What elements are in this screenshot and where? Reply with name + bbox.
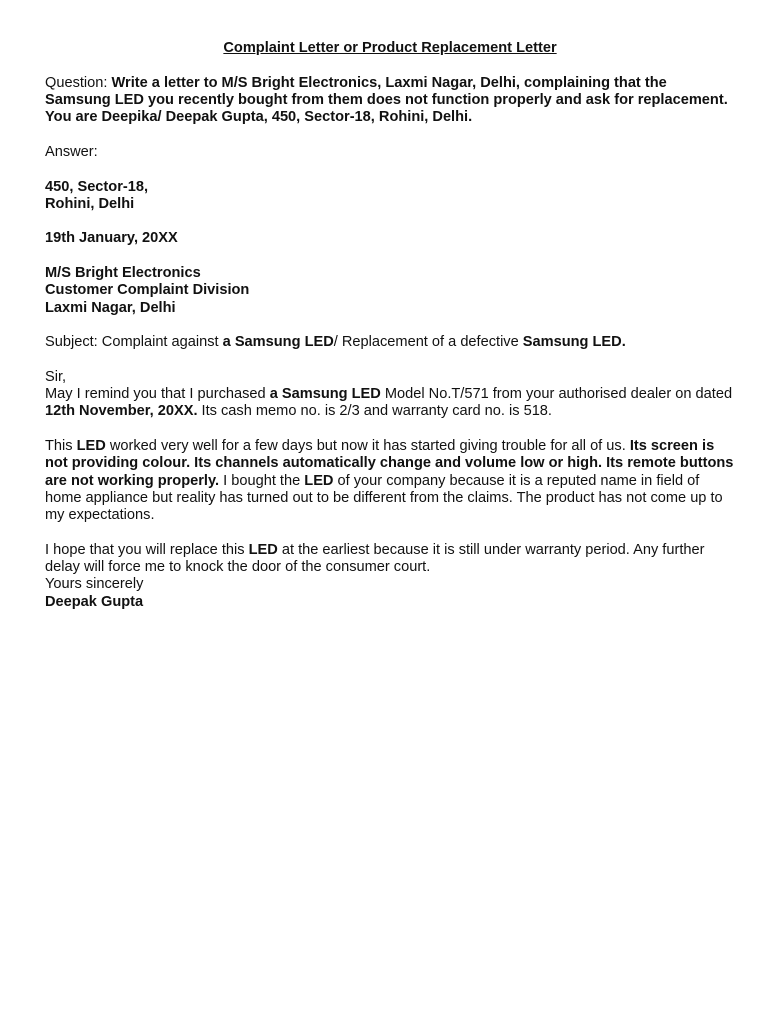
body-paragraph-1 — [45, 386, 735, 421]
subject-product: a Samsung LED — [222, 334, 334, 351]
para1-text: May I remind you that I purchased — [45, 386, 270, 403]
para3-text: I hope that you will replace this — [45, 541, 249, 558]
document-title: Complaint Letter or Product Replacement Letter — [223, 40, 557, 56]
sender-address-line: Rohini, Delhi — [45, 195, 135, 212]
body-paragraph-2 — [45, 438, 735, 524]
date-text: 19th January, 20XX — [45, 230, 178, 247]
letter-date — [45, 230, 735, 247]
para2-bold: LED — [76, 438, 106, 455]
receiver-address-line: M/S Bright Electronics — [45, 265, 201, 282]
sender-address-line: 450, Sector-18, — [45, 178, 149, 195]
receiver-address — [45, 265, 735, 317]
question-label: Question: — [45, 74, 112, 91]
para2-text: of your company because it is a reputed name in field of home appliance but reality has turned out to be different from the claims. The product has not come up to my expectations. — [45, 472, 723, 524]
para2-text: I bought the — [219, 472, 305, 489]
question-paragraph — [45, 75, 735, 127]
body-paragraph-3 — [45, 542, 735, 577]
subject-middle: / Replacement of a defective — [333, 334, 523, 351]
para2-text: worked very well for a few days but now it has started giving trouble for all of us. — [105, 438, 630, 455]
receiver-address-line: Customer Complaint Division — [45, 282, 250, 299]
para1-bold: a Samsung LED — [269, 386, 381, 403]
signature-name: Deepak Gupta — [45, 593, 144, 610]
para2-text: This — [45, 438, 77, 455]
subject-line — [45, 334, 735, 351]
para1-text: Model No.T/571 from your authorised dealer on dated — [380, 386, 733, 403]
para1-bold-date: 12th November, 20XX. — [45, 403, 198, 420]
para1-text: Its cash memo no. is 2/3 and warranty card no. is 518. — [197, 403, 552, 420]
subject-product-defective: Samsung LED. — [522, 334, 626, 351]
question-text: Write a letter to M/S Bright Electronics, Laxmi Nagar, Delhi, complaining that the Samsung LED you recently bought from them does not function properly and ask for replacement. You are Deepika/ Deepak Gupta, 450, Sector-18, Rohini, Delhi. — [45, 74, 728, 126]
subject-prefix: Subject: Complaint against — [45, 334, 223, 351]
salutation: Sir, — [45, 368, 67, 385]
receiver-address-line: Laxmi Nagar, Delhi — [45, 299, 176, 316]
para3-text: at the earliest because it is still under warranty period. Any further delay will force me to knock the door of the consumer court. — [45, 541, 705, 576]
answer-label: Answer: — [45, 143, 98, 160]
sender-address — [45, 179, 735, 214]
para3-bold: LED — [248, 541, 278, 558]
para2-bold: LED — [304, 472, 334, 489]
closing: Yours sincerely — [45, 576, 144, 593]
signature — [45, 594, 735, 611]
para2-bold-issues: Its screen is not providing colour. Its channels automatically change and volume low or high. Its remote buttons are not working properly. — [45, 438, 734, 489]
letter-page — [45, 40, 735, 611]
